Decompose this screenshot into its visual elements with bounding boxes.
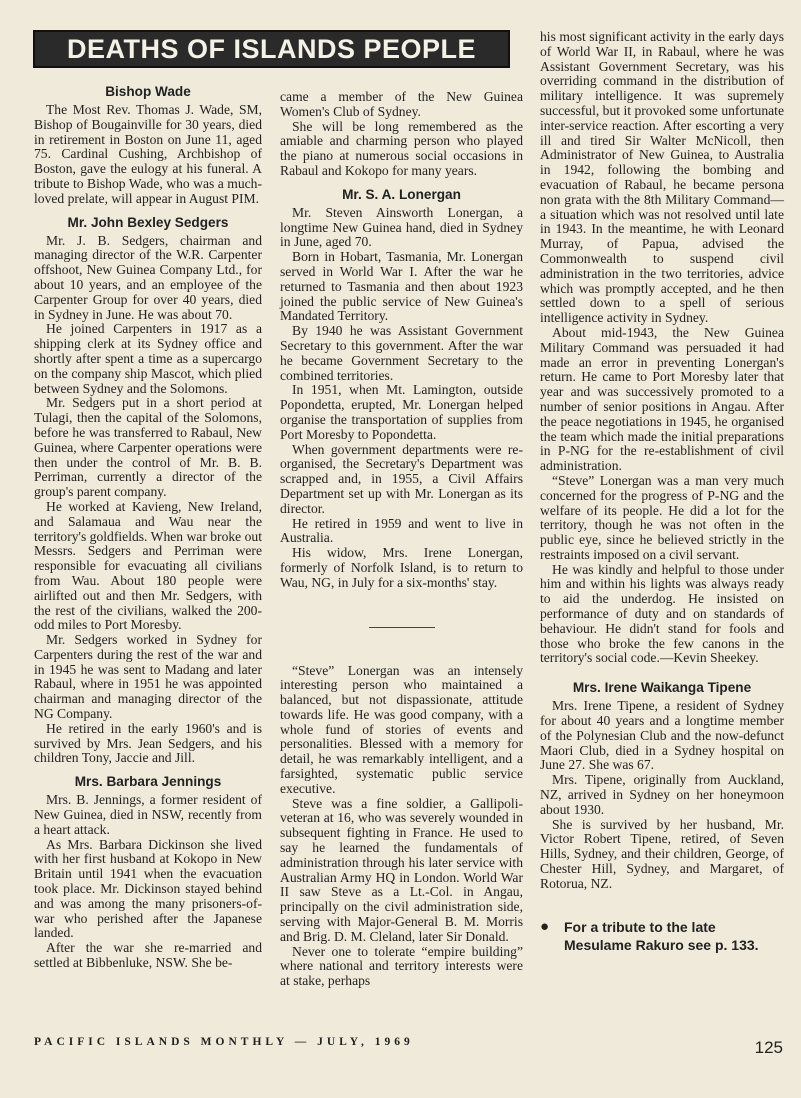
heading-tipene: Mrs. Irene Waikanga Tipene bbox=[572, 680, 752, 696]
heading-lonergan: Mr. S. A. Lonergan bbox=[342, 186, 461, 202]
paragraph: By 1940 he was Assistant Government Secretary to this government. After the war he became Government Secretary to the combined territories. bbox=[280, 323, 523, 383]
paragraph: His widow, Mrs. Irene Lonergan, formerly of Norfolk Island, is to return to Wau, NG, in July for a six-months' stay. bbox=[280, 545, 523, 590]
bullet-icon: ● bbox=[540, 917, 550, 935]
paragraph: She is survived by her husband, Mr. Victor Robert Tipene, retired, of Seven Hills, Sydney, and their children, George, of Chester Hill, Sydney, and Margaret, of Rotorua, NZ. bbox=[540, 816, 784, 891]
paragraph: “Steve” Lonergan was a man very much concerned for the progress of P-NG and the welfare of its people. He did a lot for the territory, though he was not often in the public eye, since he believed strictly in the restraints imposed on a civil servant. bbox=[540, 472, 784, 562]
paragraph: As Mrs. Barbara Dickinson she lived with her first husband at Kokopo in New Britain until 1941 when the evacuation took place. Mr. Dickinson stayed behind and was among the many prisoners-of-war who perished after the Japanese landed. bbox=[34, 836, 262, 941]
column-2 bbox=[280, 90, 523, 989]
paragraph: came a member of the New Guinea Women's Club of Sydney. bbox=[280, 89, 523, 119]
paragraph: He retired in the early 1960's and is survived by Mrs. Jean Sedgers, and his children Tony, Jaccie and Jill. bbox=[34, 720, 262, 766]
paragraph: Mr. Sedgers put in a short period at Tulagi, then the capital of the Solomons, before he was transferred to Rabaul, New Guinea, where Carpenter operations were then under the control of Mr. B. B. Perriman, currently a director of the group's parent company. bbox=[34, 395, 262, 500]
paragraph: Born in Hobart, Tasmania, Mr. Lonergan served in World War I. After the war he returned to Tasmania and then about 1923 joined the public service of New Guinea's Mandated Territory. bbox=[280, 249, 523, 324]
paragraph: Mrs. Irene Tipene, a resident of Sydney for about 40 years and a longtime member of the Polynesian Club and the now-defunct Maori Club, died in a Sydney hospital on June 27. She was 67. bbox=[540, 698, 784, 773]
paragraph: In 1951, when Mt. Lamington, outside Popondetta, erupted, Mr. Lonergan helped organise the transportation of supplies from Port Moresby to Popondetta. bbox=[280, 382, 523, 442]
heading-bishop-wade: Bishop Wade bbox=[105, 84, 191, 99]
paragraph: “Steve” Lonergan was an intensely interesting person who maintained a balanced, but not dispassionate, attitude towards life. He was good company, with a whole fund of stories of events and personalities. Blessed with a memory for detail, he was remarkably intelligent, and a farsighted, systematic public service executive. bbox=[280, 662, 523, 796]
paragraph: Mrs. B. Jennings, a former resident of New Guinea, died in NSW, recently from a heart attack. bbox=[34, 792, 262, 837]
cross-reference-text: For a tribute to the late Mesulame Rakuro see p. 133. bbox=[564, 918, 759, 953]
paragraph: He retired in 1959 and went to live in Australia. bbox=[280, 515, 523, 546]
page-title: DEATHS OF ISLANDS PEOPLE bbox=[33, 30, 510, 68]
column-3 bbox=[540, 30, 784, 954]
cross-reference-note bbox=[540, 918, 784, 954]
paragraph: The Most Rev. Thomas J. Wade, SM, Bishop of Bougainville for 30 years, died in retirement in Boston on June 11, aged 75. Cardinal Cushing, Archbishop of Boston, gave the eulogy at his funeral. A tribute to Bishop Wade, who was a much-loved prelate, will appear in August PIM. bbox=[34, 102, 262, 206]
paragraph: Never one to tolerate “empire building” where national and territory interests were at stake, perhaps bbox=[280, 943, 523, 989]
paragraph: Mr. J. B. Sedgers, chairman and managing director of the W.R. Carpenter offshoot, New Guinea Company Ltd., for about 10 years, and an employee of the Carpenter Group for over 40 years, died in Sydney in June. He was about 70. bbox=[34, 232, 262, 322]
column-1 bbox=[34, 84, 262, 971]
paragraph: his most significant activity in the early days of World War II, in Rabaul, where he was Assistant Government Secretary, was his overriding command in the distribution of military intelligence. It was supremely successful, but it provoked some unfortunate inter-service reaction. After escorting a very ill and tired Sir Walter McNicoll, then Administrator of New Guinea, to Australia in 1942, following the bombing and evacuation of Rabaul, he became persona non grata with the 8th Military Command—a situation which was not resolved until late in 1943. In the meantime, he with Leonard Murray, of Papua, advised the Commonwealth to suspend civil administration in the two territories, advice which was promptly accepted, and he then settled down to a spell of serious intelligence activity in Sydney. bbox=[540, 29, 784, 326]
paragraph: Mr. Sedgers worked in Sydney for Carpenters during the rest of the war and in 1945 he was sent to Madang and later Rabaul, where in 1951 he was appointed chairman and managing director of the NG Company. bbox=[34, 632, 262, 722]
heading-jennings: Mrs. Barbara Jennings bbox=[74, 774, 222, 790]
paragraph: After the war she re-married and settled at Bibbenluke, NSW. She be- bbox=[34, 940, 262, 971]
section-divider bbox=[369, 627, 435, 628]
heading-sedgers: Mr. John Bexley Sedgers bbox=[67, 214, 229, 230]
running-footer: PACIFIC ISLANDS MONTHLY — JULY, 1969 bbox=[34, 1036, 414, 1048]
paragraph: Mr. Steven Ainsworth Lonergan, a longtime New Guinea hand, died in Sydney in June, aged 70. bbox=[280, 204, 523, 250]
paragraph: He was kindly and helpful to those under him and within his lights was always ready to aid the underdog. He insisted on performance of duty and on standards of behaviour. He didn't stand for fools and those who broke the few canons in the territory's social code.—Kevin Sheekey. bbox=[540, 561, 784, 666]
paragraph: Mrs. Tipene, originally from Auckland, NZ, arrived in Sydney on her honeymoon about 1930. bbox=[540, 772, 784, 817]
paragraph: When government departments were re-organised, the Secretary's Department was scrapped and, in 1955, a Civil Affairs Department set up with Mr. Lonergan as its director. bbox=[280, 441, 523, 516]
paragraph: She will be long remembered as the amiable and charming person who played the piano at numerous social occasions in Rabaul and Kokopo for many years. bbox=[280, 118, 523, 178]
paragraph: He worked at Kavieng, New Ireland, and Salamaua and Wau near the territory's goldfields. When war broke out Messrs. Sedgers and Perriman were responsible for evacuating all civilians from Wau. About 180 people were airlifted out and then Mr. Sedgers, with the rest of the civilians, walked the 200-odd miles to Port Moresby. bbox=[34, 498, 262, 633]
paragraph: He joined Carpenters in 1917 as a shipping clerk at its Sydney office and shortly after spent a time as a supercargo on the company ship Mascot, which plied between Sydney and the Solomons. bbox=[34, 321, 262, 396]
paragraph: About mid-1943, the New Guinea Military Command was persuaded it had made an error in preventing Lonergan's return. He came to Port Moresby later that year and was successively promoted to a number of senior positions in Angau. After the peace negotiations in 1945, he organised the team which made the initial preparations in P-NG for the re-establishment of civil administration. bbox=[540, 324, 784, 474]
page-number: 125 bbox=[754, 1038, 783, 1057]
paragraph: Steve was a fine soldier, a Gallipoli-veteran at 16, who was severely wounded in subsequent fighting in France. He used to say he learned the fundamentals of administration through his later service with Australian Army HQ in London. World War II saw Steve as a Lt.-Col. in Angau, principally on the civil administration side, serving with Major-General B. M. Morris and Brig. D. M. Cleland, later Sir Donald. bbox=[280, 795, 523, 944]
